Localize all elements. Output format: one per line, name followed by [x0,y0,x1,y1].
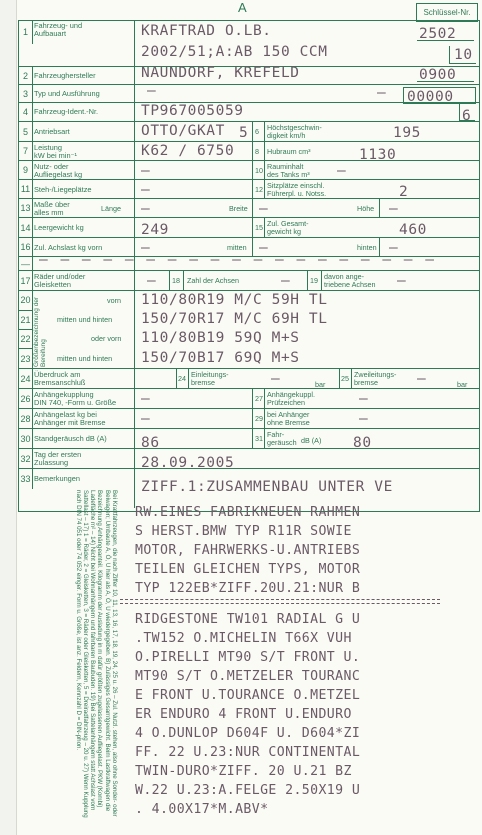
remark-line: MOTOR, FAHRWERKS-U.ANTRIEBS [135,543,361,558]
row-2: 2 Fahrzeughersteller NAUNDORF, KREFELD 0900 [19,66,479,85]
remark-line: O.PIRELLI MT90 S/T FRONT U. [135,650,361,665]
row-26: 26 Anhängekupplung DIN 740, -Form u. Größe — 27 Anhängekuppl. Prüfzeichen — [19,388,479,409]
row-28: 28 Anhängelast kg bei Anhänger mit Bremse — 29 bei Anhänger ohne Bremse — [19,408,479,429]
first-registration-value: 28.09.2005 [141,455,235,471]
row-4: 4 Fahrzeug-Ident.-Nr. TP967005059 6 [19,102,479,122]
row-14: 14 Leergewicht kg 249 15 Zul. Gesamt- gewicht kg 460 [19,217,479,238]
remark-line: RIDGESTONE TW101 RADIAL G U [135,612,361,627]
remark-line: .TW152 O.MICHELIN T66X VUH [135,631,352,646]
remark-line: FF. 22 U.23:NUR CONTINENTAL [135,745,361,760]
tyre-alt-front-value: 110/80B19 59Q M+S [141,330,300,346]
torn-page-edge [0,0,17,835]
row-label: Fahrzeug-Ident.-Nr. [34,107,99,116]
row-1 [19,20,479,44]
row-label: Fahrzeughersteller [34,71,96,80]
form-grid [18,20,480,512]
key-number-label: Schlüssel-Nr. [416,3,478,22]
remark-line: 4 O.DUNLOP D604F U. D604*ZI [135,726,361,741]
manufacturer-value: NAUNDORF, KREFELD [141,65,300,81]
tyre-section: Größenbezeichnung der Bereifung 20 21 22 23 vorn mitten und hinten oder vorn mitten und hinten 110/80R19 M/C 59H TL 150/70R17 M/C 69H TL 110/80B19 59Q M+S 150/70B17 69Q M+S [19,290,479,369]
row-3: 3 Typ und Ausführung — — 00000 [19,84,479,103]
row-label: Fahrzeug- und Aufbauart [34,21,83,38]
manufacturer-code: 0900 [419,67,457,83]
remark-line: . 4.00X17*M.ABV* [135,802,269,817]
footnote-block [62,490,122,835]
row-16: 16 Zul. Achslast kg vorn — mitten — hinten — [19,237,479,257]
drive-type-value: OTTO/GKAT [141,123,225,139]
type-code: 00000 [407,89,454,105]
row-1-continued [19,44,479,66]
top-speed-value: 195 [393,125,421,141]
gross-weight-value: 460 [399,222,427,238]
remarks-first-line: ZIFF.1:ZUSAMMENBAU UNTER VE [141,479,393,495]
tyre-alt-rear-value: 150/70B17 69Q M+S [141,350,300,366]
power-value: K62 / 6750 [141,143,235,159]
vin-value: TP967005059 [141,103,244,119]
seats-value: 2 [399,184,409,200]
tyre-rear-value: 150/70R17 M/C 69H TL [141,311,328,327]
vehicle-type-extra: 2002/51;A:AB 150 CCM [141,44,328,60]
vehicle-type-value: KRAFTRAD O.LB. [141,23,272,39]
displacement-value: 1130 [359,147,397,163]
remark-line: W.22 U.23:A.FELGE 2.50X19 U [135,783,361,798]
form-letter: A [238,0,247,15]
remark-line: TWIN-DURO*ZIFF. 20 U.21 BZ [135,764,352,779]
tyre-front-value: 110/80R19 M/C 59H TL [141,292,328,308]
driving-noise-value: 80 [353,435,372,451]
row-9: 9 Nutz- oder Aufliegelast kg — 10 Rauminhalt des Tanks m³ — [19,160,479,180]
footnote-text: Bei Kraftfahrzeugen, die nach Ziffer 10, 11, 13, 16, 17, 18, 19, 24, 25 u. 26 – Zul. Nutzl. stehen, also ohne Sonder- oder Beiwagen; Umbaute A, Ö, U hier als A, Ö, U wiedergegeben. B) Zulässiges Gesamtgewicht. Beim Lastkraftwagen die Bezeichnung Anhängeanteil. Kilogramm der Ausladung in m dafür größten zugelassenen Aufliegelast. PKW (Kombi) Ladefläche m² – 14) Nicht bei Wohnanhängern und fahrbaren Baubuden. 19) Bei Sattelanhängern statt Achslast vorn Sattellast – 17) 1 = Räder, 2 = Gleisketten, 3 = Räder oder Gleisketten, 5 = Dreiradfahrzeug – 20 u. 27) Wenn Kupplung nach DIN 74 051 oder 74 052 einger. Form u. Größe, ist anz. Feldern, Kennzahl D = DIN-phon. [74,490,118,818]
remark-line: MT90 S/T O.METZELER TOURANC [135,669,361,684]
vehicle-type-code-2: 10 [454,47,473,63]
remark-line: ER ENDURO 4 FRONT U.ENDURO [135,707,352,722]
row-32: 32 Tag der ersten Zulassung 28.09.2005 [19,448,479,469]
row-17: 17 Räder und/oder Gleisketten — 18 Zahl der Achsen — 19 davon ange- triebene Achsen — [19,270,479,291]
row-13: 13 Maße über alles mm Länge — Breite — Höhe — [19,198,479,218]
row-7: 7 Leistung kW bei min⁻¹ K62 / 6750 8 Hubraum cm³ 1130 [19,141,479,161]
remark-line: RW.EINES FABRIKNEUEN RAHMEN [135,505,361,520]
row-30: 30 Standgeräusch dB (A) 86 31 Fahr- geräusch dB (A) 80 [19,428,479,449]
row-5: 5 Antriebsart OTTO/GKAT 5 6 Höchstgeschwin- digkeit km/h 195 [19,121,479,142]
vin-check-digit: 6 [462,108,472,124]
remark-line: TEILEN GLEICHEN TYPS, MOTOR [135,562,361,577]
blank-row: — — — — — — — — — — — — — — — — — — — — [19,256,479,271]
row-label: Antriebsart [34,127,70,136]
stationary-noise-value: 86 [141,435,160,451]
drive-type-code: 5 [239,125,249,141]
vehicle-type-code: 2502 [419,26,457,42]
remark-line: S HERST.BMW TYP R11R SOWIE [135,524,352,539]
row-24: 24 Überdruck am Bremsanschluß 24 Einleitungs- bremse — bar 25 Zweileitungs- bremse — bar [19,368,479,389]
remark-line: TYP 122EB*ZIFF.20U.21:NUR B [135,581,361,596]
row-number: 1 [19,20,33,44]
row-11: 11 Steh-/Liegeplätze — 12 Sitzplätze einschl. Führerpl. u. Notss. 2 [19,179,479,199]
row-33: 33 Bemerkungen ZIFF.1:ZUSAMMENBAU UNTER VE [19,468,479,512]
empty-weight-value: 249 [141,222,169,238]
remark-line: E FRONT U.TOURANCE O.METZEL [135,688,361,703]
row-label: Typ und Ausführung [34,89,100,98]
